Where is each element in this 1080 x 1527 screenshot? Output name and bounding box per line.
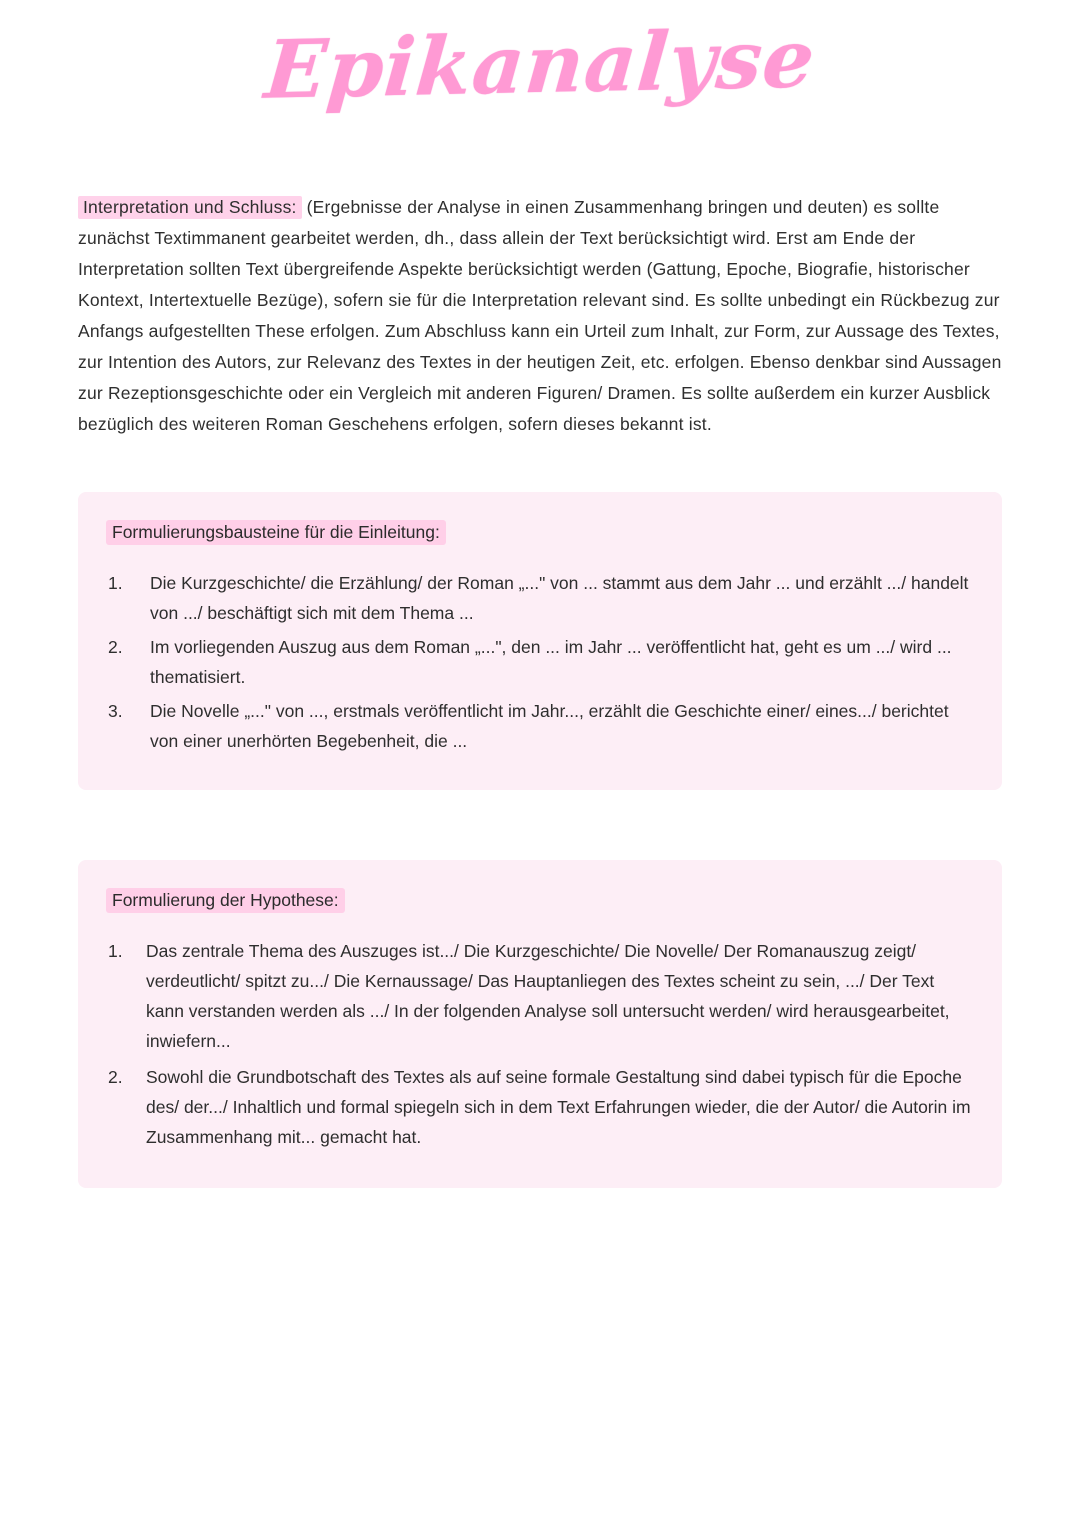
page-title-container [78,0,1002,120]
intro-paragraph [78,192,1002,440]
page-title: Epikanalyse [261,11,819,117]
section-einleitung [78,492,1002,790]
section-hypothese-heading-container [106,886,974,914]
section-einleitung-list [106,568,974,756]
list-item-text: Sowohl die Grundbotschaft des Textes als auf seine formale Gestaltung sind dabei typisch für die Epoche des/ der.../ Inhaltlich und formal spiegeln sich in dem Text Erfahrungen wieder, die der Autor/ die Autorin im Zusammenhang mit... gemacht hat. [146,1067,971,1147]
section-hypothese [78,860,1002,1188]
list-item-text: Das zentrale Thema des Auszuges ist.../ Die Kurzgeschichte/ Die Novelle/ Der Romanauszug zeigt/ verdeutlicht/ spitzt zu.../ Die Kernaussage/ Das Hauptanliegen des Textes scheint zu sein, .../ Der Text kann verstanden werden als .../ In der folgenden Analyse soll untersucht werden/ wird herausgearbeitet, inwiefern... [146,941,950,1051]
section-einleitung-heading: Formulierungsbausteine für die Einleitung: [106,520,446,545]
list-item-number: 1. [108,573,123,593]
list-item-text: Die Novelle „..." von ..., erstmals veröffentlicht im Jahr..., erzählt die Geschichte einer/ eines.../ berichtet von einer unerhörten Begebenheit, die ... [150,701,949,751]
list-item-text: Die Kurzgeschichte/ die Erzählung/ der Roman „..." von ... stammt aus dem Jahr ... und erzählt .../ handelt von .../ beschäftigt sich mit dem Thema ... [150,573,969,623]
section-hypothese-heading: Formulierung der Hypothese: [106,888,345,913]
intro-text: (Ergebnisse der Analyse in einen Zusammenhang bringen und deuten) es sollte zunächst Textimmanent gearbeitet werden, dh., dass allein der Text berücksichtigt wird. Erst am Ende der Interpretation sollten Text übergreifende Aspekte berücksichtigt werden (Gattung, Epoche, Biografie, historischer Kontext, Intertextuelle Bezüge), sofern sie für die Interpretation relevant sind. Es sollte unbedingt ein Rückbezug zur Anfangs aufgestellten These erfolgen. Zum Abschluss kann ein Urteil zum Inhalt, zur Form, zur Aussage des Textes, zur Intention des Autors, zur Relevanz des Textes in der heutigen Zeit, etc. erfolgen. Ebenso denkbar sind Aussagen zur Rezeptionsgeschichte oder ein Vergleich mit anderen Figuren/ Dramen. Es sollte außerdem ein kurzer Ausblick bezüglich des weiteren Roman Geschehens erfolgen, sofern dieses bekannt ist. [78,197,1002,434]
list-item [106,632,974,692]
intro-label: Interpretation und Schluss: [78,196,302,219]
section-einleitung-heading-container [106,518,974,546]
list-item-text: Im vorliegenden Auszug aus dem Roman „...", den ... im Jahr ... veröffentlicht hat, geht es um .../ wird ... thematisiert. [150,637,952,687]
list-item [106,936,974,1056]
list-item [106,568,974,628]
list-item [106,696,974,756]
list-item-number: 1. [108,941,123,961]
list-item-number: 2. [108,1067,123,1087]
list-item [106,1062,974,1152]
section-hypothese-list [106,936,974,1152]
list-item-number: 2. [108,637,123,657]
list-item-number: 3. [108,701,123,721]
